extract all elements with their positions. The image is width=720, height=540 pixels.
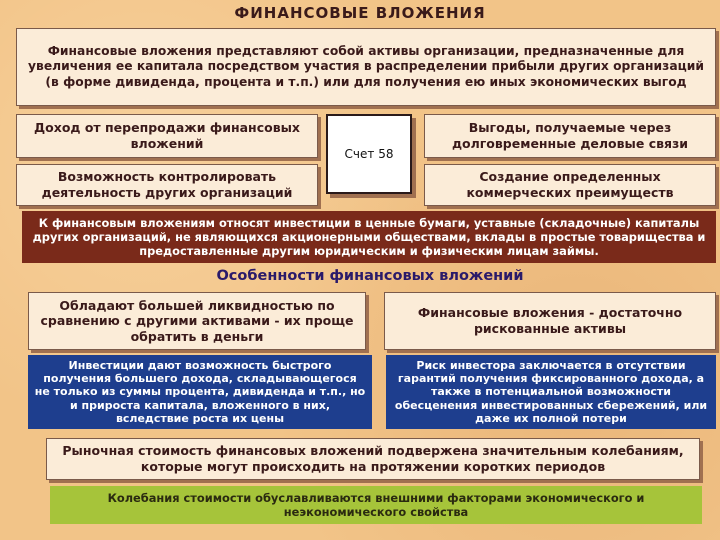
resale-income-text: Доход от перепродажи финансовых вложений: [34, 120, 300, 151]
market-value-box: [46, 438, 700, 480]
fluctuations-box: [50, 486, 702, 524]
control-text: Возможность контролировать деятельность других организаций: [41, 169, 293, 200]
control-box: [16, 164, 318, 206]
risky-text: Финансовые вложения - достаточно рискованные активы: [417, 305, 683, 336]
long-term-box: [424, 114, 716, 158]
risk-detail-text: Риск инвестора заключается в отсутствии гарантий получения фиксированного дохода, а также в потенциальной возможности обесценения инвестированных сбережений, или даже их полной потери: [394, 359, 708, 425]
market-value-text: Рыночная стоимость финансовых вложений подвержена значительным колебаниям, которые могут происходить на протяжении коротких периодов: [62, 443, 684, 474]
risk-detail-box: [386, 355, 716, 429]
definition-box: [16, 28, 716, 106]
resale-income-box: [16, 114, 318, 158]
composition-text: К финансовым вложениям относят инвестиции в ценные бумаги, уставные (складочные) капиталы других организаций, не являющихся акционерными обществами, вклады в простые товарищества и предоставленные другим юридическим и физическим лицам займы.: [32, 215, 706, 259]
definition-text: Финансовые вложения представляют собой активы организации, предназначенные для увеличения ее капитала посредством участия в распределении прибыли других организаций (в форме дивиденда, процента и т.п.) или для получения ею иных экономических выгод: [28, 43, 704, 89]
income-text: Инвестиции дают возможность быстрого получения большего дохода, складывающегося не только из суммы процента, дивиденда и т.п., но и прироста капитала, вложенного в них, вследствие роста их цены: [34, 359, 366, 425]
fluctuations-text: Колебания стоимости обуславливаются внешними факторами экономического и неэкономического свойства: [107, 490, 645, 519]
advantages-text: Создание определенных коммерческих преимуществ: [466, 169, 674, 200]
page-title: ФИНАНСОВЫЕ ВЛОЖЕНИЯ: [234, 4, 486, 22]
long-term-text: Выгоды, получаемые через долговременные деловые связи: [451, 120, 689, 151]
composition-box: [22, 211, 716, 263]
income-box: [28, 355, 372, 429]
account-58-text: Счет 58: [344, 147, 394, 161]
account-58-box: [326, 114, 412, 194]
liquidity-box: [28, 292, 366, 350]
liquidity-text: Обладают большей ликвидностью по сравнению с другими активами - их проще обратить в деньги: [40, 297, 354, 344]
features-heading: Особенности финансовых вложений: [216, 268, 524, 284]
advantages-box: [424, 164, 716, 206]
risky-box: [384, 292, 716, 350]
